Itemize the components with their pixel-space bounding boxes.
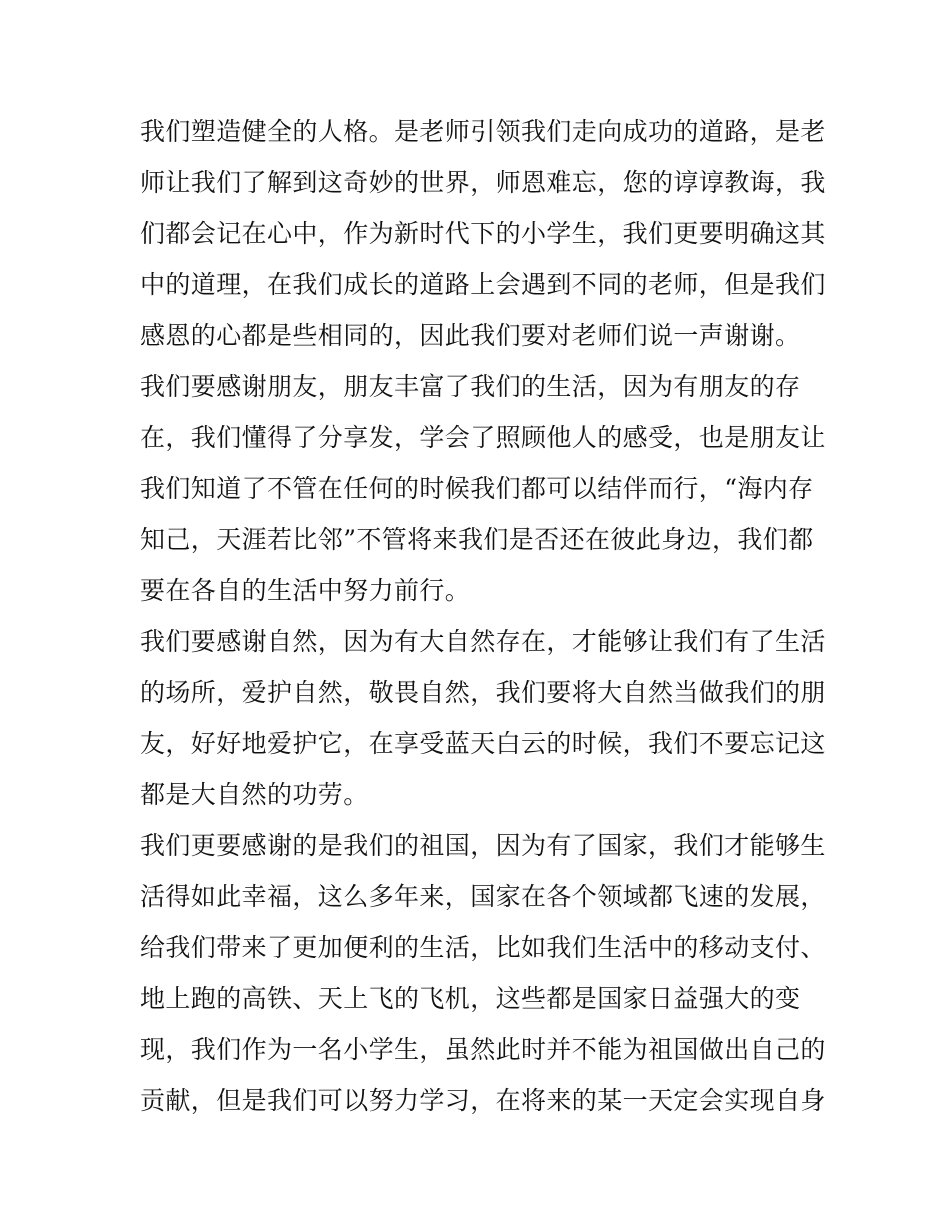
text-line: 我们要感谢朋友，朋友丰富了我们的生活，因为有朋友的存 bbox=[140, 372, 801, 401]
text-line: 我们更要感谢的是我们的祖国，因为有了国家，我们才能够生 bbox=[140, 831, 826, 860]
text-line: 友，好好地爱护它，在享受蓝天白云的时候，我们不要忘记这 bbox=[140, 729, 826, 758]
document-body bbox=[140, 106, 826, 1126]
text-line: 知己，天涯若比邻”不管将来我们是否还在彼此身边，我们都 bbox=[140, 525, 814, 554]
text-line: 给我们带来了更加便利的生活，比如我们生活中的移动支付、 bbox=[140, 933, 826, 962]
text-line: 活得如此幸福，这么多年来，国家在各个领域都飞速的发展， bbox=[140, 882, 826, 911]
text-line: 我们知道了不管在任何的时候我们都可以结伴而行，“海内存 bbox=[140, 474, 814, 503]
text-line: 地上跑的高铁、天上飞的飞机，这些都是国家日益强大的变 bbox=[140, 984, 801, 1013]
text-line: 感恩的心都是些相同的，因此我们要对老师们说一声谢谢。 bbox=[140, 321, 801, 350]
text-line: 要在各自的生活中努力前行。 bbox=[140, 576, 471, 605]
text-line: 贡献，但是我们可以努力学习，在将来的某一天定会实现自身 bbox=[140, 1086, 826, 1115]
text-line: 们都会记在心中，作为新时代下的小学生，我们更要明确这其 bbox=[140, 219, 826, 248]
text-line: 师让我们了解到这奇妙的世界，师恩难忘，您的谆谆教诲，我 bbox=[140, 168, 826, 197]
text-line: 中的道理，在我们成长的道路上会遇到不同的老师，但是我们 bbox=[140, 270, 826, 299]
text-line: 的场所，爱护自然，敬畏自然，我们要将大自然当做我们的朋 bbox=[140, 678, 826, 707]
text-line: 我们要感谢自然，因为有大自然存在，才能够让我们有了生活 bbox=[140, 627, 826, 656]
text-line: 都是大自然的功劳。 bbox=[140, 780, 369, 809]
text-line: 我们塑造健全的人格。是老师引领我们走向成功的道路，是老 bbox=[140, 117, 826, 146]
text-line: 现，我们作为一名小学生，虽然此时并不能为祖国做出自己的 bbox=[140, 1035, 826, 1064]
text-line: 在，我们懂得了分享发，学会了照顾他人的感受，也是朋友让 bbox=[140, 423, 826, 452]
